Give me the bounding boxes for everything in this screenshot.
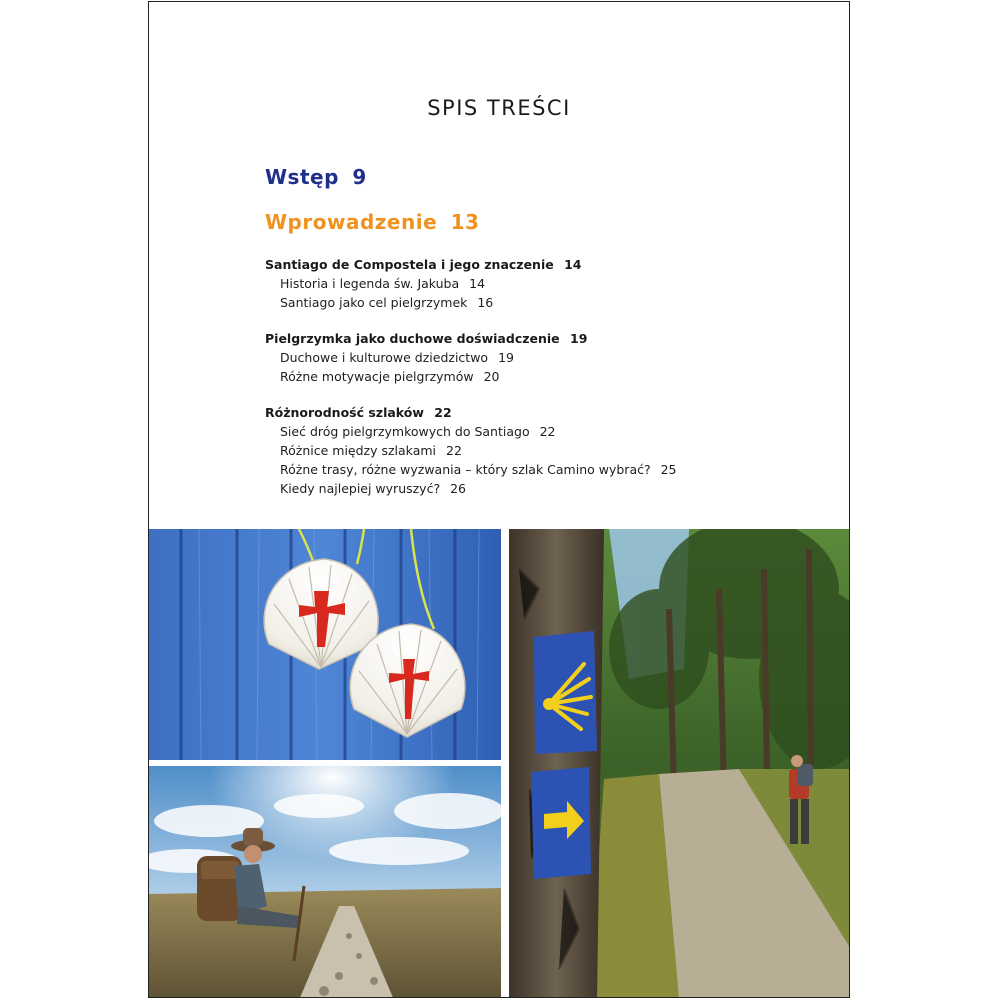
- toc-subentry: [265, 367, 765, 386]
- toc-entry-label: Wstęp: [265, 165, 339, 189]
- toc-entry-page: 9: [352, 165, 367, 189]
- toc-subentry-label: Santiago jako cel pielgrzymek: [280, 295, 468, 310]
- toc-subentry-page: 14: [469, 276, 486, 291]
- toc-subentry: [265, 348, 765, 367]
- toc-section-heading: [265, 403, 765, 422]
- toc-subentry: [265, 293, 765, 312]
- toc-subentry-page: 22: [539, 424, 556, 439]
- toc-section: [265, 255, 765, 312]
- toc-subentry-label: Różnice między szlakami: [280, 443, 437, 458]
- toc-subentry-label: Różne trasy, różne wyzwania – który szlak Camino wybrać?: [280, 462, 651, 477]
- toc-entry-label: Wprowadzenie: [265, 210, 438, 234]
- toc-section: [265, 403, 765, 498]
- toc-subentry: [265, 274, 765, 293]
- toc-subentry-page: 22: [446, 443, 462, 458]
- pilgrim-resting-photo: [149, 766, 501, 998]
- toc-subentry-label: Duchowe i kulturowe dziedzictwo: [280, 350, 489, 365]
- toc-subentry: [265, 422, 765, 441]
- toc-section-page: 14: [564, 257, 582, 272]
- toc-subentry-label: Historia i legenda św. Jakuba: [280, 276, 460, 291]
- toc-section-page: 19: [570, 331, 588, 346]
- toc-section-title: Santiago de Compostela i jego znaczenie: [265, 257, 554, 272]
- book-page: [148, 1, 850, 998]
- toc-subentry-page: 26: [450, 481, 466, 496]
- toc-subentry: [265, 479, 765, 498]
- toc-subentry-label: Sieć dróg pielgrzymkowych do Santiago: [280, 424, 530, 439]
- toc-section: [265, 329, 765, 386]
- toc-subentry-page: 25: [660, 462, 677, 477]
- toc-subentry-label: Kiedy najlepiej wyruszyć?: [280, 481, 441, 496]
- toc-subentry-page: 19: [498, 350, 514, 365]
- toc-section-heading: [265, 329, 765, 348]
- toc-entry-wstep: [265, 165, 367, 189]
- toc-subentry: [265, 460, 765, 479]
- toc-section-title: Pielgrzymka jako duchowe doświadczenie: [265, 331, 560, 346]
- toc-subentry-label: Różne motywacje pielgrzymów: [280, 369, 474, 384]
- toc-subentry: [265, 441, 765, 460]
- scallop-shells-photo: [149, 529, 501, 760]
- toc-subentry-page: 20: [483, 369, 500, 384]
- page-title: SPIS TREŚCI: [427, 96, 571, 120]
- toc-subentry-page: 16: [477, 295, 494, 310]
- toc-section-page: 22: [434, 405, 452, 420]
- toc-entry-page: 13: [450, 210, 480, 234]
- toc-section-title: Różnorodność szlaków: [265, 405, 424, 420]
- toc-section-heading: [265, 255, 765, 274]
- toc-entry-wprowadzenie: [265, 210, 479, 234]
- camino-trail-markers-photo: [509, 529, 850, 998]
